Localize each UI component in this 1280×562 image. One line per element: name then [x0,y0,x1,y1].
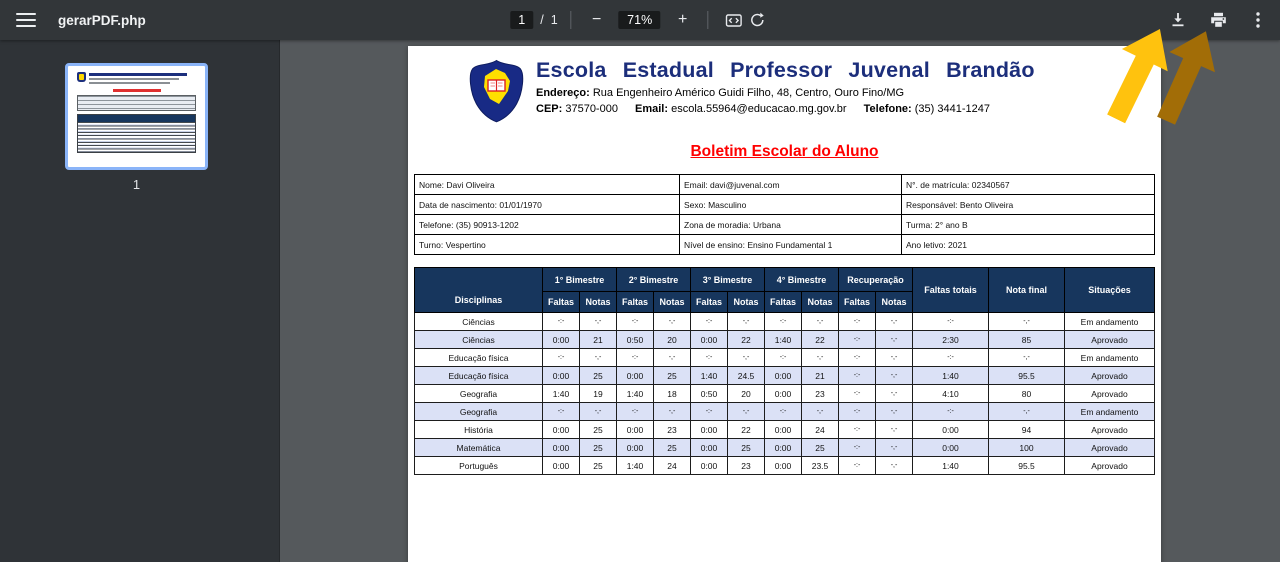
toolbar-divider [571,11,572,29]
col-header-group: 1° Bimestre [543,268,617,292]
cell-faltas-totais: 0:00 [913,421,989,439]
cell-value: 0:00 [617,367,654,385]
cell-value: 23.5 [802,457,839,475]
cell-value: 0:00 [765,439,802,457]
more-vertical-icon[interactable] [1246,8,1270,32]
cell-disciplina: Ciências [415,313,543,331]
cell-value: 0:00 [691,331,728,349]
pdf-toolbar [0,0,1280,40]
col-subheader-faltas: Faltas [839,292,876,313]
cell-value: -:- [691,313,728,331]
thumbnail-info-block [77,95,196,111]
cell-value: -:- [617,403,654,421]
cell-disciplina: Educação física [415,349,543,367]
cell-value: 22 [728,331,765,349]
cell-value: 25 [802,439,839,457]
toolbar-right-actions [1166,8,1270,32]
cell-value: 23 [802,385,839,403]
grades-row [415,439,1155,457]
cell-value: -:- [543,313,580,331]
cell-value: 0:00 [765,421,802,439]
cell-value: 0:00 [543,367,580,385]
cell-value: -:- [617,349,654,367]
cell-value: 24 [654,457,691,475]
thumbnail-sidebar [0,40,280,562]
cell-value: 25 [580,457,617,475]
school-address-line1: Endereço: Rua Engenheiro Américo Guidi Filho, 48, Centro, Ouro Fino/MG [536,86,905,99]
cell-value: 25 [654,367,691,385]
cell-nota-final: 94 [989,421,1065,439]
info-row [415,235,1155,255]
cell-value: -,- [876,385,913,403]
cell-value: 0:00 [691,439,728,457]
info-cell: Responsável: Bento Oliveira [902,195,1155,215]
menu-icon[interactable] [16,13,36,27]
status-badge: Aprovado [1065,367,1155,385]
cell-value: -,- [654,313,691,331]
col-subheader-notas: Notas [580,292,617,313]
cell-value: -,- [876,403,913,421]
cell-nota-final: 80 [989,385,1065,403]
student-info-body [415,175,1155,255]
cell-value: -,- [876,421,913,439]
cell-nota-final: -,- [989,313,1065,331]
col-subheader-faltas: Faltas [543,292,580,313]
cell-value: -,- [580,313,617,331]
cell-value: -:- [839,349,876,367]
cell-value: -,- [654,349,691,367]
cell-value: -,- [802,349,839,367]
cell-value: -:- [691,349,728,367]
fit-page-icon[interactable] [722,8,746,32]
cell-disciplina: Geografia [415,403,543,421]
cell-value: -:- [839,421,876,439]
cell-faltas-totais: 1:40 [913,367,989,385]
cell-value: 21 [580,331,617,349]
col-subheader-notas: Notas [876,292,913,313]
grades-row [415,349,1155,367]
cell-disciplina: Ciências [415,331,543,349]
col-subheader-faltas: Faltas [765,292,802,313]
cell-value: -,- [876,367,913,385]
cell-value: 24.5 [728,367,765,385]
cell-value: -,- [802,313,839,331]
cell-value: 1:40 [691,367,728,385]
cell-faltas-totais: -:- [913,313,989,331]
download-icon[interactable] [1166,8,1190,32]
status-badge: Aprovado [1065,457,1155,475]
cell-value: 0:00 [543,421,580,439]
cell-disciplina: Geografia [415,385,543,403]
col-subheader-faltas: Faltas [617,292,654,313]
cell-value: -:- [617,313,654,331]
info-cell: Nível de ensino: Ensino Fundamental 1 [680,235,902,255]
cell-nota-final: 100 [989,439,1065,457]
cell-value: 0:00 [543,457,580,475]
cell-nota-final: 95.5 [989,457,1065,475]
pdf-viewer-area[interactable] [280,40,1280,562]
cell-value: 22 [802,331,839,349]
info-cell: Ano letivo: 2021 [902,235,1155,255]
cell-value: 0:00 [543,331,580,349]
cell-value: 25 [580,367,617,385]
zoom-out-icon[interactable]: − [585,8,609,32]
info-cell: Turno: Vespertino [415,235,680,255]
grades-head [415,268,1155,313]
status-badge: Aprovado [1065,439,1155,457]
page-separator: / [540,13,544,27]
col-header-situacoes: Situações [1065,268,1155,313]
page-thumbnail[interactable] [65,63,208,192]
col-header-group: 2° Bimestre [617,268,691,292]
cell-value: -:- [839,385,876,403]
grades-row [415,457,1155,475]
cell-value: 21 [802,367,839,385]
cell-nota-final: -,- [989,349,1065,367]
cell-value: 0:00 [617,421,654,439]
cell-nota-final: 95.5 [989,367,1065,385]
cell-value: -:- [691,403,728,421]
cell-nota-final: -,- [989,403,1065,421]
grades-row [415,313,1155,331]
grades-body [415,313,1155,475]
cell-value: 25 [580,421,617,439]
cell-value: -,- [728,349,765,367]
cell-value: -,- [876,439,913,457]
col-header-faltas-totais: Faltas totais [913,268,989,313]
cell-value: -:- [543,349,580,367]
cell-value: 1:40 [617,457,654,475]
cell-value: -,- [876,349,913,367]
thumbnail-title-line [113,89,161,92]
cell-faltas-totais: 4:10 [913,385,989,403]
info-cell: Telefone: (35) 90913-1202 [415,215,680,235]
cell-disciplina: Educação física [415,367,543,385]
cell-value: -,- [876,331,913,349]
info-cell: Nome: Davi Oliveira [415,175,680,195]
cell-value: 1:40 [543,385,580,403]
col-subheader-notas: Notas [728,292,765,313]
cell-faltas-totais: 1:40 [913,457,989,475]
document-title: gerarPDF.php [58,12,146,28]
status-badge: Em andamento [1065,403,1155,421]
cell-value: 25 [728,439,765,457]
info-cell: Data de nascimento: 01/01/1970 [415,195,680,215]
grades-row [415,421,1155,439]
status-badge: Aprovado [1065,331,1155,349]
cell-faltas-totais: 2:30 [913,331,989,349]
info-cell: Turma: 2° ano B [902,215,1155,235]
cell-value: -:- [839,331,876,349]
col-header-group: 4° Bimestre [765,268,839,292]
cell-value: 25 [580,439,617,457]
info-row [415,175,1155,195]
cell-value: -,- [654,403,691,421]
cell-value: -:- [839,439,876,457]
school-header [408,46,1161,128]
cell-value: -,- [876,457,913,475]
cell-value: -,- [876,313,913,331]
report-title: Boletim Escolar do Aluno [690,143,879,160]
cell-value: 23 [728,457,765,475]
cell-value: -:- [839,403,876,421]
cell-value: 0:00 [543,439,580,457]
grades-table [414,267,1155,475]
cell-value: 1:40 [617,385,654,403]
cell-value: 18 [654,385,691,403]
cell-value: -:- [839,367,876,385]
zoom-in-icon[interactable]: + [671,8,695,32]
cell-value: -:- [765,349,802,367]
toolbar-divider [708,11,709,29]
cell-faltas-totais: -:- [913,403,989,421]
info-cell: N°. de matrícula: 02340567 [902,175,1155,195]
zoom-level-input[interactable]: 71% [619,11,661,29]
cell-value: 22 [728,421,765,439]
cell-value: 20 [654,331,691,349]
school-logo [468,59,525,128]
col-header-group: 3° Bimestre [691,268,765,292]
col-header-disciplinas: Disciplinas [415,268,543,313]
cell-faltas-totais: 0:00 [913,439,989,457]
cell-value: 1:40 [765,331,802,349]
grades-row [415,385,1155,403]
cell-value: 0:00 [617,439,654,457]
cell-value: -:- [543,403,580,421]
thumbnail-preview [65,63,208,170]
cell-value: -,- [580,403,617,421]
cell-disciplina: Português [415,457,543,475]
cell-disciplina: Matemática [415,439,543,457]
cell-value: 0:00 [765,457,802,475]
cell-value: 0:50 [617,331,654,349]
cell-disciplina: História [415,421,543,439]
col-subheader-notas: Notas [654,292,691,313]
cell-value: -:- [765,403,802,421]
col-header-nota-final: Nota final [989,268,1065,313]
info-cell: Sexo: Masculino [680,195,902,215]
thumbnail-page-number: 1 [132,177,141,192]
col-subheader-notas: Notas [802,292,839,313]
cell-value: 23 [654,421,691,439]
info-cell: Email: davi@juvenal.com [680,175,902,195]
cell-value: 0:00 [765,385,802,403]
cell-value: 0:00 [765,367,802,385]
thumbnail-table-block [77,114,196,153]
cell-value: 0:00 [691,421,728,439]
grades-row [415,367,1155,385]
cell-value: 19 [580,385,617,403]
info-row [415,195,1155,215]
cell-nota-final: 85 [989,331,1065,349]
thumbnail-logo [77,72,86,82]
col-subheader-faltas: Faltas [691,292,728,313]
page-total: 1 [550,13,558,27]
cell-value: 0:00 [691,457,728,475]
status-badge: Em andamento [1065,349,1155,367]
cell-value: -:- [765,313,802,331]
info-cell: Zona de moradia: Urbana [680,215,902,235]
cell-value: 0:50 [691,385,728,403]
status-badge: Aprovado [1065,421,1155,439]
page-number-input[interactable]: 1 [510,11,533,29]
cell-faltas-totais: -:- [913,349,989,367]
school-address-line2: CEP: 37570-000 Email: escola.55964@educacao.mg.gov.br Telefone: (35) 3441-1247 [536,102,990,115]
school-name: Escola Estadual Professor Juvenal Brandão [536,58,1035,82]
status-badge: Aprovado [1065,385,1155,403]
grades-row [415,331,1155,349]
col-header-group: Recuperação [839,268,913,292]
cell-value: -,- [728,313,765,331]
cell-value: -,- [802,403,839,421]
grades-head-row-1 [415,268,1155,292]
cell-value: 20 [728,385,765,403]
page-controls [510,8,769,32]
cell-value: 24 [802,421,839,439]
cell-value: -,- [728,403,765,421]
status-badge: Em andamento [1065,313,1155,331]
info-row [415,215,1155,235]
cell-value: 25 [654,439,691,457]
cell-value: -:- [839,457,876,475]
grades-row [415,403,1155,421]
pdf-page [408,46,1161,562]
cell-value: -,- [580,349,617,367]
rotate-icon[interactable] [746,8,770,32]
cell-value: -:- [839,313,876,331]
print-icon[interactable] [1206,8,1230,32]
student-info-table [414,174,1155,255]
